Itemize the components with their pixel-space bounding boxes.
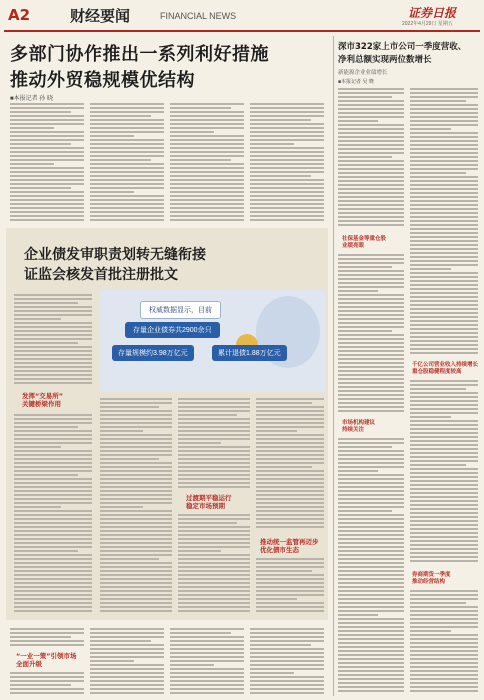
right-column-2c <box>410 590 478 694</box>
right-byline: ■本报记者 吴 晓 <box>338 79 374 85</box>
right-column-1c <box>338 438 404 694</box>
right-column-1b <box>338 254 404 414</box>
right-headline-1: 深市322家上市公司一季度营收、 <box>338 42 467 52</box>
bottom-column-1b <box>10 672 84 696</box>
header-rule <box>4 30 480 32</box>
feature-column-3 <box>178 398 250 490</box>
bottom-column-3 <box>170 628 244 696</box>
right-subtitle: 新能源企业业绩增长 <box>338 70 388 76</box>
stat-2: 存量规模约3.98万亿元 <box>112 345 194 361</box>
stat-3: 累计退债1.88万亿元 <box>212 345 287 361</box>
feature-subhead-3: 推动统一监管再迈步 优化债市生态 <box>260 538 319 554</box>
right-subhead-4: 券商期货一季度 推动经营结构 <box>412 572 451 585</box>
bottom-column-2 <box>90 628 164 696</box>
feature-column-1b <box>14 414 92 614</box>
lead-column-4 <box>250 103 324 225</box>
right-subhead-2: 市场机构建议 持续关注 <box>342 420 376 433</box>
badge-label: 权威数据显示，目前 <box>140 301 221 319</box>
right-subhead-3: 千亿公司营业收入持续增长 重仓股稳健程度较高 <box>412 362 479 375</box>
feature-column-1 <box>14 294 92 388</box>
feature-headline-2: 证监会核发首批注册批文 <box>24 267 178 283</box>
feature-subhead-1: 发挥“交易所” 关键桥梁作用 <box>22 392 64 408</box>
lead-headline-1: 多部门协作推出一系列利好措施 <box>10 44 269 65</box>
right-divider <box>333 36 334 696</box>
bottom-column-4 <box>250 628 324 696</box>
bottom-subhead-1: “一业一策”引领市场 全面升级 <box>16 652 77 668</box>
right-column-2 <box>410 88 478 358</box>
page-date: 2022年4月29日 星期五 <box>402 21 453 27</box>
section-title-en: FINANCIAL NEWS <box>160 11 237 21</box>
right-subhead-1: 社保基金等重仓股 业绩亮眼 <box>342 236 387 249</box>
right-column-2b <box>410 380 478 566</box>
feature-column-4b <box>256 558 324 614</box>
lead-headline-2: 推动外贸稳规模优结构 <box>10 70 195 91</box>
feature-subhead-2: 过渡期平稳运行 稳定市场预期 <box>186 494 232 510</box>
lead-column-2 <box>90 103 164 225</box>
lead-column-1 <box>10 103 84 225</box>
feature-headline-1: 企业债发审职责划转无缝衔接 <box>24 247 206 263</box>
right-headline-2: 净利总额实现两位数增长 <box>338 55 432 65</box>
feature-column-2 <box>100 398 172 614</box>
right-column-1 <box>338 88 404 230</box>
stat-1: 存量企业债券共2900余只 <box>125 322 220 338</box>
feature-column-3b <box>178 514 250 614</box>
section-title: 财经要闻 <box>70 7 131 25</box>
page-number: A2 <box>8 6 31 24</box>
lead-column-3 <box>170 103 244 225</box>
bottom-column-1 <box>10 628 84 648</box>
lead-byline: ■本报记者 孙 晓 <box>10 96 53 102</box>
paper-logo: 证券日报 <box>408 6 457 20</box>
feature-column-4 <box>256 398 324 532</box>
